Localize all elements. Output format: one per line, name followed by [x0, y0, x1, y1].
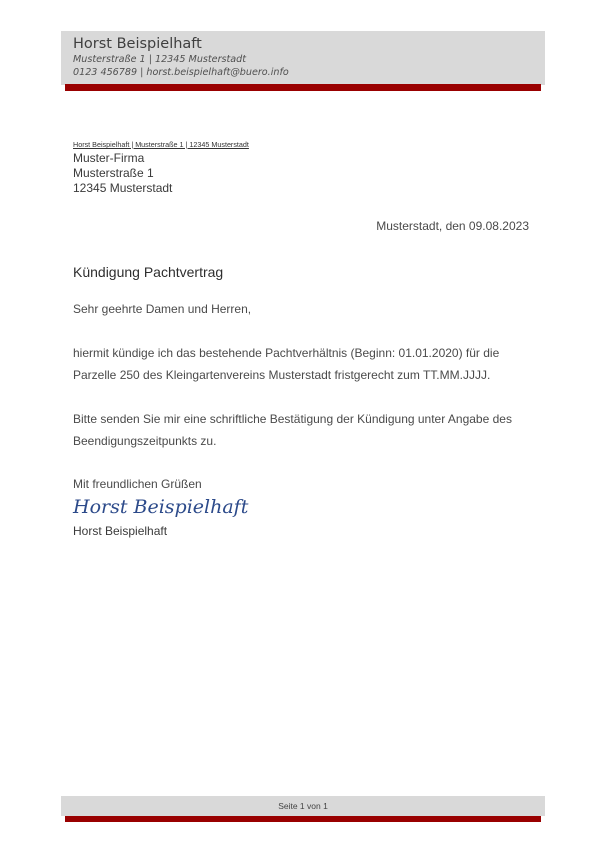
recipient-company: Muster-Firma	[73, 151, 145, 165]
recipient-city: 12345 Musterstadt	[73, 181, 173, 195]
body-line: Bitte senden Sie mir eine schriftliche Bestätigung der Kündigung unter Angabe des	[73, 412, 512, 426]
letterhead-contact: 0123 456789 | horst.beispielhaft@buero.info	[73, 67, 289, 78]
letter-subject: Kündigung Pachtvertrag	[73, 264, 224, 280]
page-number: Seite 1 von 1	[278, 801, 328, 811]
recipient-address	[73, 151, 172, 196]
letterhead	[61, 31, 545, 85]
page-footer	[61, 796, 545, 816]
body-line: hiermit kündige ich das bestehende Pachtverhältnis (Beginn: 01.01.2020) für die	[73, 346, 500, 360]
signatory-name: Horst Beispielhaft	[73, 524, 168, 538]
handwritten-signature: Horst Beispielhaft	[73, 496, 249, 518]
body-line: Parzelle 250 des Kleingartenvereins Musterstadt fristgerecht zum TT.MM.JJJJ.	[73, 368, 491, 382]
body-paragraph-1	[73, 342, 533, 386]
header-accent-bar	[65, 84, 541, 91]
letterhead-name: Horst Beispielhaft	[73, 36, 202, 52]
closing-phrase: Mit freundlichen Grüßen	[73, 477, 202, 491]
footer-accent-bar	[65, 816, 541, 822]
letterhead-address: Musterstraße 1 | 12345 Musterstadt	[73, 54, 247, 65]
body-line: Beendigungszeitpunkts zu.	[73, 434, 217, 448]
recipient-street: Musterstraße 1	[73, 166, 154, 180]
letter-date: Musterstadt, den 09.08.2023	[376, 219, 529, 233]
salutation: Sehr geehrte Damen und Herren,	[73, 302, 252, 316]
body-paragraph-2	[73, 408, 533, 452]
sender-return-address: Horst Beispielhaft | Musterstraße 1 | 12345 Musterstadt	[73, 140, 249, 149]
